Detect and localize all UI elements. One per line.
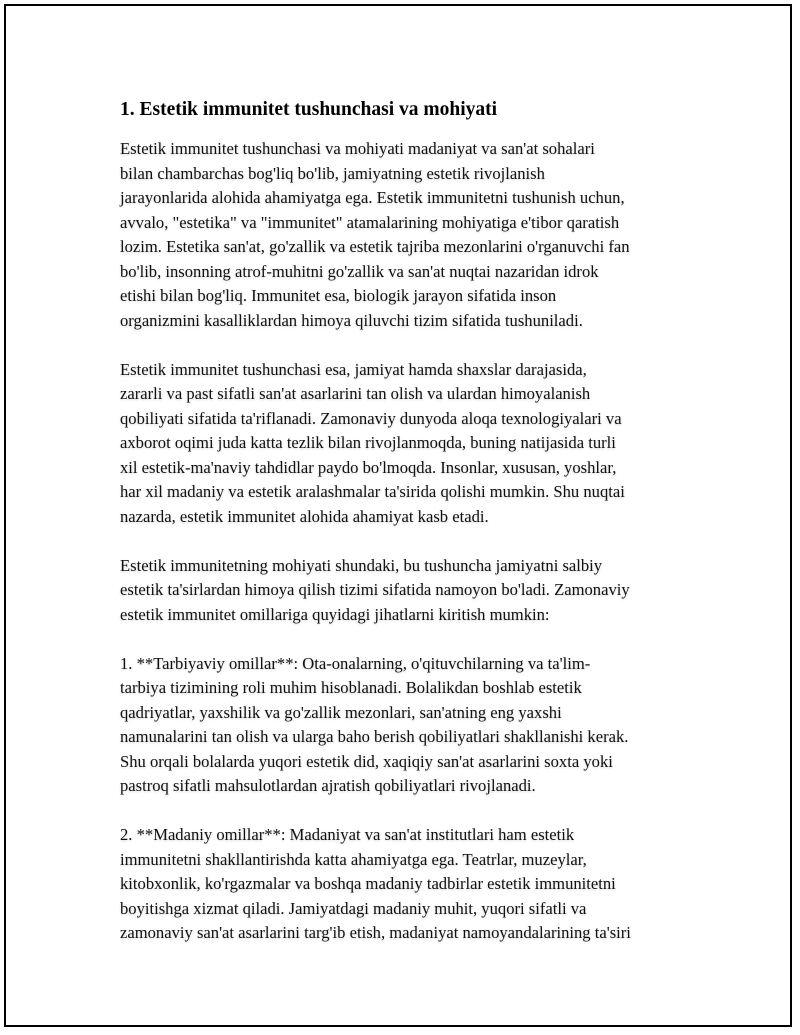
text-line: zamonaviy san'at asarlarini targ'ib etish, madaniyat namoyandalarining ta'siri xyxy=(120,923,631,942)
text-line: nazarda, estetik immunitet alohida ahamiyat kasb etadi. xyxy=(120,506,489,526)
section-heading: 1. Estetik immunitet tushunchasi va mohiyati xyxy=(120,99,498,120)
text-line: Estetik immunitet tushunchasi va mohiyati madaniyat va san'at sohalari xyxy=(120,139,595,158)
text-line: avvalo, "estetika" va "immunitet" atamalarining mohiyatiga e'tibor qaratish xyxy=(120,212,620,232)
text-line: pastroq sifatli mahsulotlardan ajratish qobiliyatlari rivojlanadi. xyxy=(120,776,536,795)
text-line: 2. **Madaniy omillar**: Madaniyat va san'at institutlari ham estetik xyxy=(120,825,575,844)
text-line: Estetik immunitet tushunchasi esa, jamiyat hamda shaxslar darajasida, xyxy=(120,359,587,379)
text-line: estetik immunitet omillariga quyidagi jihatlarni kiritish mumkin: xyxy=(120,604,550,624)
text-line: Estetik immunitetning mohiyati shundaki, bu tushuncha jamiyatni salbiy xyxy=(120,555,603,575)
text-line: bilan chambarchas bog'liq bo'lib, jamiyatning estetik rivojlanish xyxy=(120,163,545,183)
text-line: estetik ta'sirlardan himoya qilish tizimi sifatida namoyon bo'ladi. Zamonaviy xyxy=(120,580,630,599)
text-line: bo'lib, insonning atrof-muhitni go'zallik va san'at nuqtai nazaridan idrok xyxy=(120,261,599,281)
text-line: boyitishga xizmat qiladi. Jamiyatdagi madaniy muhit, yuqori sifatli va xyxy=(120,898,587,918)
text-line: qobiliyati sifatida ta'riflanadi. Zamonaviy dunyoda aloqa texnologiyalari va xyxy=(120,408,622,428)
paragraph xyxy=(120,358,700,530)
text-line: organizmini kasalliklardan himoya qiluvchi tizim sifatida tushuniladi. xyxy=(120,310,583,330)
document-body xyxy=(120,97,700,970)
text-line: namunalarini tan olish va ularga baho berish qobiliyatlari shakllanishi kerak. xyxy=(120,727,629,746)
text-line: lozim. Estetika san'at, go'zallik va estetik tajriba mezonlarini o'rganuvchi fan xyxy=(120,237,630,256)
text-line: jarayonlarida alohida ahamiyatga ega. Estetik immunitetni tushunish uchun, xyxy=(120,188,625,207)
text-line: Shu orqali bolalarda yuqori estetik did, xaqiqiy san'at asarlarini soxta yoki xyxy=(120,751,613,771)
paragraph xyxy=(120,137,700,333)
text-line: 1. **Tarbiyaviy omillar**: Ota-onalarning, o'qituvchilarning va ta'lim- xyxy=(120,653,591,673)
text-line: xil estetik-ma'naviy tahdidlar paydo bo'lmoqda. Insonlar, xususan, yoshlar, xyxy=(120,457,617,477)
text-line: tarbiya tizimining roli muhim hisoblanadi. Bolalikdan boshlab estetik xyxy=(120,678,582,697)
text-line: har xil madaniy va estetik aralashmalar ta'sirida qolishi mumkin. Shu nuqtai xyxy=(120,482,625,501)
text-line: kitobxonlik, ko'rgazmalar va boshqa madaniy tadbirlar estetik immunitetni xyxy=(120,874,616,893)
list-item-paragraph xyxy=(120,652,700,799)
text-line: zararli va past sifatli san'at asarlarini tan olish va ulardan himoyalanish xyxy=(120,384,591,403)
text-line: etishi bilan bog'liq. Immunitet esa, biologik jarayon sifatida inson xyxy=(120,286,557,305)
text-line: immunitetni shakllantirishda katta ahamiyatga ega. Teatrlar, muzeylar, xyxy=(120,849,587,869)
page-frame xyxy=(4,4,792,1027)
text-line: axborot oqimi juda katta tezlik bilan rivojlanmoqda, buning natijasida turli xyxy=(120,433,616,452)
list-item-paragraph xyxy=(120,823,700,946)
paragraph xyxy=(120,554,700,628)
text-line: qadriyatlar, yaxshilik va go'zallik mezonlari, san'atning eng yaxshi xyxy=(120,702,562,722)
